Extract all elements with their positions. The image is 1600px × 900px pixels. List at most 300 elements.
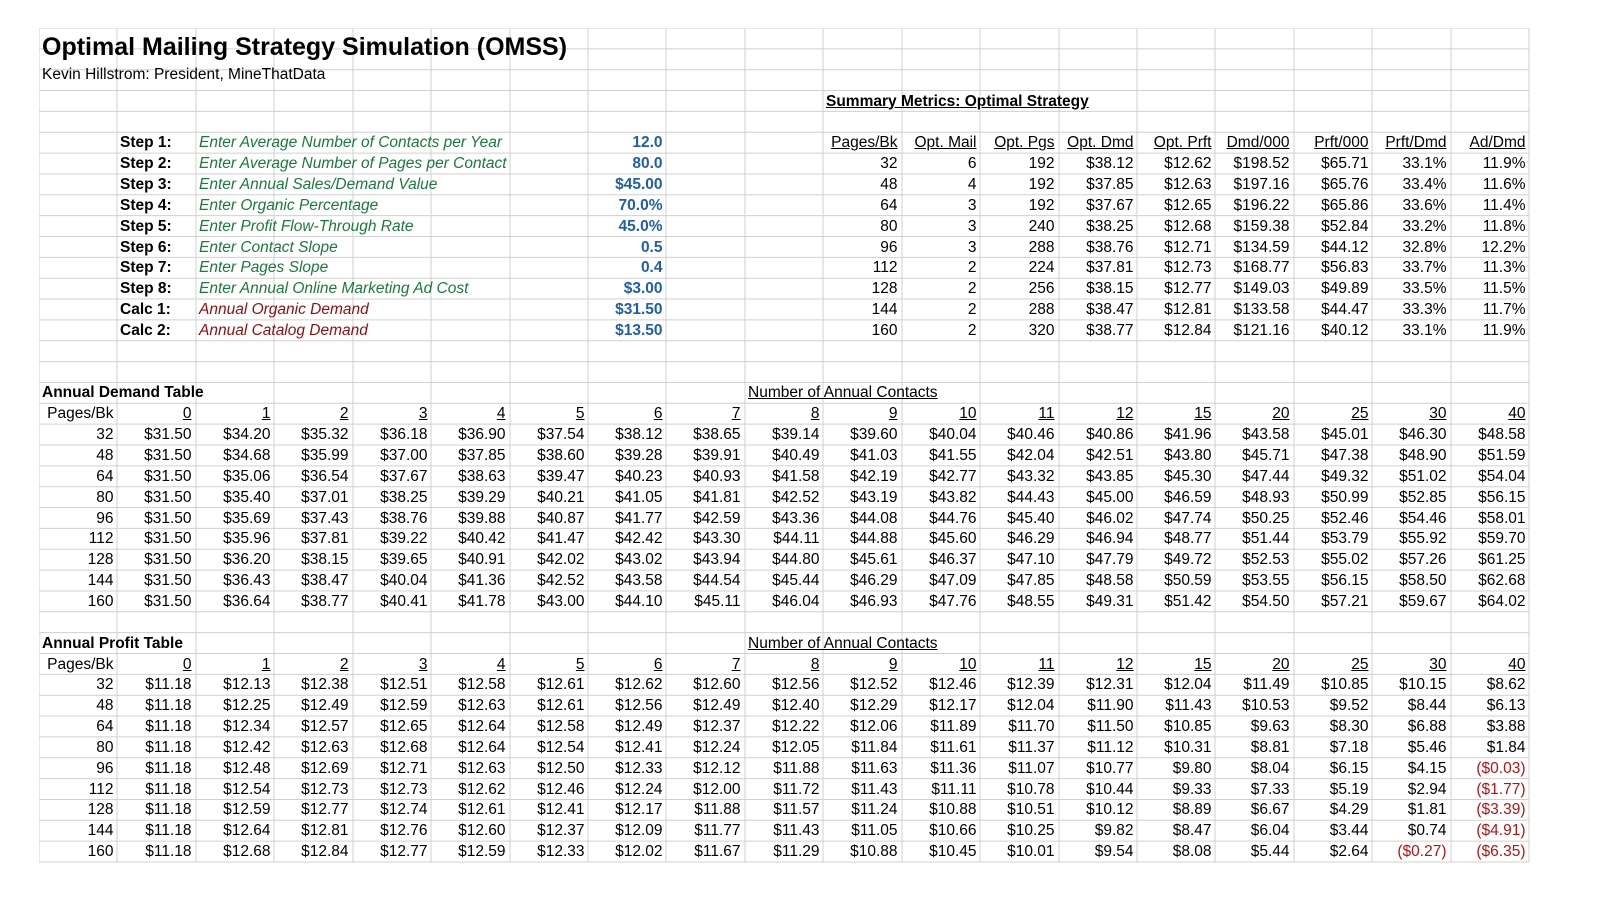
profit-table-cell[interactable]: $6.13 <box>1486 697 1526 715</box>
profit-table-cell[interactable]: ($6.35) <box>1476 843 1526 861</box>
profit-table-cell[interactable]: $8.04 <box>1250 759 1290 777</box>
profit-table-cell[interactable]: $12.63 <box>301 738 349 756</box>
demand-table-cell[interactable]: $46.29 <box>850 572 898 590</box>
demand-table-cell[interactable]: $37.81 <box>301 530 349 548</box>
profit-table-contact-header[interactable]: 9 <box>888 655 898 673</box>
step-value-input[interactable]: 0.4 <box>640 259 663 277</box>
demand-table-cell[interactable]: $49.72 <box>1164 551 1212 569</box>
step-number[interactable]: Step 3: <box>120 175 172 193</box>
profit-table-cell[interactable]: $12.42 <box>223 738 271 756</box>
summary-cell[interactable]: 2 <box>967 280 977 298</box>
demand-table-cell[interactable]: $42.19 <box>850 467 898 485</box>
demand-table-cell[interactable]: $39.28 <box>615 447 663 464</box>
demand-table-pages-label[interactable]: 80 <box>96 488 114 506</box>
profit-table-cell[interactable]: ($3.39) <box>1476 801 1526 819</box>
demand-table-cell[interactable]: $43.82 <box>929 488 977 506</box>
summary-cell[interactable]: $37.67 <box>1086 196 1134 214</box>
summary-cell[interactable]: 32 <box>880 155 898 173</box>
profit-table-contact-header[interactable]: 30 <box>1429 655 1447 673</box>
summary-header[interactable]: Opt. Dmd <box>1067 134 1134 152</box>
demand-table-cell[interactable]: $45.01 <box>1321 426 1369 444</box>
demand-table-cell[interactable]: $56.15 <box>1478 488 1526 506</box>
demand-table-cell[interactable]: $45.40 <box>1007 509 1055 527</box>
profit-table-cell[interactable]: $12.09 <box>615 822 663 840</box>
profit-table-cell[interactable]: $12.22 <box>772 718 820 736</box>
summary-cell[interactable]: 288 <box>1028 238 1055 256</box>
profit-table-cell[interactable]: $12.29 <box>850 697 898 715</box>
demand-table-cell[interactable]: $43.36 <box>772 509 820 527</box>
profit-table-cell[interactable]: $8.89 <box>1172 801 1212 819</box>
demand-table-cell[interactable]: $44.54 <box>693 572 741 590</box>
demand-table-cell[interactable]: $43.19 <box>850 488 898 506</box>
demand-table-cell[interactable]: $38.60 <box>537 447 585 464</box>
demand-table-cell[interactable]: $53.55 <box>1242 572 1290 590</box>
profit-table-cell[interactable]: $11.57 <box>773 801 820 819</box>
summary-cell[interactable]: $52.84 <box>1321 217 1369 235</box>
demand-table-cell[interactable]: $47.44 <box>1242 467 1290 485</box>
profit-table-cell[interactable]: $12.62 <box>458 780 506 798</box>
profit-table-cell[interactable]: $12.24 <box>693 738 741 756</box>
profit-table-cell[interactable]: $12.40 <box>772 697 820 715</box>
profit-table-cell[interactable]: $9.63 <box>1250 718 1290 736</box>
demand-table-cell[interactable]: $45.30 <box>1164 467 1212 485</box>
profit-table-cell[interactable]: $12.12 <box>693 759 741 777</box>
demand-table-cell[interactable]: $51.59 <box>1478 447 1526 464</box>
summary-header[interactable]: Opt. Pgs <box>994 134 1055 152</box>
demand-table-cell[interactable]: $52.85 <box>1399 488 1447 506</box>
demand-table-cell[interactable]: $55.92 <box>1399 530 1447 548</box>
profit-table-cell[interactable]: $8.30 <box>1329 718 1369 736</box>
demand-table-cell[interactable]: $45.11 <box>694 592 741 610</box>
demand-table-cell[interactable]: $44.43 <box>1007 488 1055 506</box>
profit-table-cell[interactable]: $12.49 <box>615 718 663 736</box>
demand-table-cell[interactable]: $51.42 <box>1164 592 1212 610</box>
summary-cell[interactable]: 112 <box>872 259 898 277</box>
summary-cell[interactable]: 2 <box>967 321 977 339</box>
summary-cell[interactable]: $38.76 <box>1086 238 1134 256</box>
demand-table-cell[interactable]: $48.58 <box>1086 572 1134 590</box>
profit-table-cell[interactable]: $12.58 <box>537 718 585 736</box>
profit-table-cell[interactable]: $12.64 <box>223 822 271 840</box>
summary-cell[interactable]: 2 <box>967 301 977 319</box>
step-number[interactable]: Step 5: <box>120 217 172 235</box>
profit-table-cell[interactable]: $12.61 <box>458 801 506 819</box>
profit-table-cell[interactable]: $10.31 <box>1164 738 1212 756</box>
profit-table-cell[interactable]: $5.46 <box>1407 738 1447 756</box>
profit-table-cell[interactable]: $8.47 <box>1172 822 1212 840</box>
profit-table-contact-header[interactable]: 20 <box>1272 655 1290 673</box>
profit-table-cell[interactable]: $12.81 <box>301 822 349 840</box>
step-value-input[interactable]: 0.5 <box>640 238 663 256</box>
author-line[interactable]: Kevin Hillstrom: President, MineThatData <box>42 66 326 83</box>
summary-cell[interactable]: 3 <box>967 238 977 256</box>
demand-table-cell[interactable]: $61.25 <box>1478 551 1526 569</box>
profit-table-cell[interactable]: $8.44 <box>1407 697 1447 715</box>
step-number[interactable]: Step 4: <box>120 196 172 214</box>
step-value-input[interactable]: 12.0 <box>632 134 663 152</box>
summary-cell[interactable]: 33.5% <box>1402 280 1447 298</box>
profit-table-cell[interactable]: $7.18 <box>1329 738 1369 756</box>
demand-table-cell[interactable]: $43.00 <box>537 592 585 610</box>
profit-table-cell[interactable]: $12.52 <box>850 676 898 694</box>
demand-table-cell[interactable]: $43.30 <box>693 530 741 548</box>
profit-table-cell[interactable]: $12.49 <box>693 697 741 715</box>
profit-table-cell[interactable]: $10.51 <box>1007 801 1055 819</box>
demand-table-cell[interactable]: $42.52 <box>772 488 820 506</box>
demand-table-contact-header[interactable]: 15 <box>1194 405 1212 423</box>
profit-table-contact-header[interactable]: 3 <box>418 655 428 673</box>
demand-table-cell[interactable]: $45.61 <box>850 551 898 569</box>
demand-table-corner-label[interactable]: Pages/Bk <box>47 405 114 423</box>
demand-table-cell[interactable]: $46.04 <box>772 592 820 610</box>
demand-table-cell[interactable]: $31.50 <box>144 572 192 590</box>
demand-table-contact-header[interactable]: 25 <box>1351 405 1369 423</box>
demand-table-cell[interactable]: $36.20 <box>223 551 271 569</box>
profit-table-cell[interactable]: $11.29 <box>773 843 820 861</box>
summary-cell[interactable]: $37.81 <box>1086 259 1134 277</box>
profit-table-cell[interactable]: $5.44 <box>1250 843 1290 861</box>
profit-table-cell[interactable]: $12.69 <box>301 759 349 777</box>
profit-table-cell[interactable]: $12.06 <box>850 718 898 736</box>
demand-table-cell[interactable]: $35.40 <box>223 488 271 506</box>
summary-cell[interactable]: 64 <box>880 196 898 214</box>
profit-table-cell[interactable]: $10.85 <box>1164 718 1212 736</box>
demand-table-cell[interactable]: $54.50 <box>1242 592 1290 610</box>
demand-table-pages-label[interactable]: 96 <box>96 509 114 527</box>
profit-table-cell[interactable]: $9.80 <box>1172 759 1212 777</box>
summary-cell[interactable]: $65.86 <box>1321 196 1369 214</box>
demand-table-cell[interactable]: $41.77 <box>615 509 663 527</box>
demand-table-cell[interactable]: $59.67 <box>1399 592 1447 610</box>
profit-table-cell[interactable]: $11.18 <box>145 843 192 861</box>
profit-table-cell[interactable]: $12.13 <box>223 676 271 694</box>
summary-cell[interactable]: $56.83 <box>1321 259 1369 277</box>
demand-table-cell[interactable]: $41.05 <box>615 488 663 506</box>
demand-table-cell[interactable]: $42.52 <box>537 572 585 590</box>
profit-table-cell[interactable]: $12.73 <box>380 780 428 798</box>
profit-table-cell[interactable]: $11.05 <box>851 822 898 840</box>
summary-cell[interactable]: $198.52 <box>1233 155 1290 173</box>
demand-table-cell[interactable]: $36.43 <box>223 572 271 590</box>
demand-table-cell[interactable]: $51.02 <box>1399 467 1447 485</box>
profit-table-pages-label[interactable]: 32 <box>96 676 114 694</box>
demand-table-cell[interactable]: $36.64 <box>223 592 271 610</box>
demand-table-pages-label[interactable]: 160 <box>87 592 114 610</box>
demand-table-cell[interactable]: $41.55 <box>929 447 977 464</box>
summary-cell[interactable]: 256 <box>1028 280 1055 298</box>
demand-table-cell[interactable]: $42.59 <box>693 509 741 527</box>
profit-table-cell[interactable]: $12.68 <box>223 843 271 861</box>
demand-table-contact-header[interactable]: 6 <box>653 405 663 423</box>
profit-table-pages-label[interactable]: 112 <box>88 780 114 798</box>
profit-table-cell[interactable]: ($4.91) <box>1476 822 1526 840</box>
summary-cell[interactable]: $65.71 <box>1321 155 1369 173</box>
demand-table-cell[interactable]: $45.44 <box>772 572 820 590</box>
profit-table-cell[interactable]: $11.18 <box>145 676 192 694</box>
step-value-input[interactable]: 45.0% <box>618 217 663 235</box>
profit-table-contact-header[interactable]: 15 <box>1194 655 1212 673</box>
summary-cell[interactable]: 33.2% <box>1402 217 1447 235</box>
demand-table-cell[interactable]: $39.22 <box>380 530 428 548</box>
profit-table-cell[interactable]: $11.67 <box>694 843 741 861</box>
profit-table-cell[interactable]: $8.08 <box>1172 843 1212 861</box>
profit-table-cell[interactable]: $10.45 <box>929 843 977 861</box>
profit-table-cell[interactable]: $12.41 <box>615 738 663 756</box>
summary-cell[interactable]: $38.15 <box>1086 280 1134 298</box>
profit-table-corner-label[interactable]: Pages/Bk <box>47 655 114 673</box>
demand-table-contact-header[interactable]: 4 <box>496 405 506 423</box>
demand-table-cell[interactable]: $47.10 <box>1007 551 1055 569</box>
demand-table-cell[interactable]: $64.02 <box>1478 592 1526 610</box>
summary-cell[interactable]: $44.47 <box>1321 301 1369 319</box>
demand-table-cell[interactable]: $44.11 <box>773 530 820 548</box>
demand-table-cell[interactable]: $40.04 <box>929 426 977 444</box>
demand-table-cell[interactable]: $43.32 <box>1007 467 1055 485</box>
profit-table-contact-header[interactable]: 11 <box>1038 655 1055 673</box>
demand-table-cell[interactable]: $43.58 <box>1242 426 1290 444</box>
demand-table-cell[interactable]: $36.54 <box>301 467 349 485</box>
demand-table-cell[interactable]: $41.36 <box>458 572 506 590</box>
demand-table-cell[interactable]: $31.50 <box>144 467 192 485</box>
profit-table-cell[interactable]: $12.73 <box>301 780 349 798</box>
profit-table-cell[interactable]: $10.88 <box>929 801 977 819</box>
profit-table-cell[interactable]: $5.19 <box>1329 780 1369 798</box>
profit-table-cell[interactable]: $12.59 <box>458 843 506 861</box>
demand-table-cell[interactable]: $38.63 <box>458 467 506 485</box>
demand-table-cell[interactable]: $37.67 <box>380 467 428 485</box>
profit-table-cell[interactable]: $12.54 <box>537 738 585 756</box>
profit-table-cell[interactable]: $11.88 <box>694 801 741 819</box>
demand-table-contact-header[interactable]: 7 <box>731 405 741 423</box>
step-number[interactable]: Step 2: <box>120 155 172 173</box>
demand-table-cell[interactable]: $40.46 <box>1007 426 1055 444</box>
demand-table-cell[interactable]: $31.50 <box>144 551 192 569</box>
summary-cell[interactable]: 128 <box>871 280 898 298</box>
profit-table-cell[interactable]: $12.54 <box>223 780 271 798</box>
profit-table-pages-label[interactable]: 96 <box>96 759 114 777</box>
profit-table-contact-header[interactable]: 6 <box>653 655 663 673</box>
profit-table-cell[interactable]: $12.61 <box>537 676 585 694</box>
demand-table-cell[interactable]: $35.06 <box>223 467 271 485</box>
demand-table-cell[interactable]: $31.50 <box>144 509 192 527</box>
profit-table-cell[interactable]: $7.33 <box>1250 780 1290 798</box>
demand-table-title[interactable]: Annual Demand Table <box>42 384 204 402</box>
demand-table-cell[interactable]: $48.93 <box>1242 488 1290 506</box>
demand-table-cell[interactable]: $34.20 <box>223 426 271 444</box>
step-label[interactable]: Enter Profit Flow-Through Rate <box>199 217 414 235</box>
demand-table-cell[interactable]: $41.03 <box>850 447 898 464</box>
summary-header[interactable]: Prft/Dmd <box>1385 134 1447 152</box>
summary-header[interactable]: Dmd/000 <box>1226 134 1290 152</box>
demand-table-cell[interactable]: $44.76 <box>929 509 977 527</box>
profit-table-cell[interactable]: $8.81 <box>1250 738 1290 756</box>
demand-table-cell[interactable]: $31.50 <box>144 592 192 610</box>
profit-table-cell[interactable]: $1.84 <box>1486 738 1526 756</box>
summary-cell[interactable]: $49.89 <box>1321 280 1369 298</box>
profit-table-cell[interactable]: $9.33 <box>1172 780 1212 798</box>
profit-table-cell[interactable]: $12.63 <box>458 697 506 715</box>
demand-table-cell[interactable]: $36.18 <box>380 426 428 444</box>
profit-table-cell[interactable]: $12.02 <box>615 843 663 861</box>
profit-table-pages-label[interactable]: 48 <box>96 697 114 715</box>
profit-table-cell[interactable]: $12.56 <box>772 676 820 694</box>
demand-table-cell[interactable]: $37.00 <box>380 447 428 464</box>
demand-table-cell[interactable]: $40.87 <box>537 509 585 527</box>
demand-table-cell[interactable]: $40.91 <box>458 551 506 569</box>
profit-table-cell[interactable]: ($0.03) <box>1476 759 1526 777</box>
demand-table-cell[interactable]: $52.53 <box>1242 551 1290 569</box>
summary-header[interactable]: Opt. Mail <box>914 134 977 152</box>
profit-table-cell[interactable]: $12.33 <box>537 843 585 861</box>
summary-cell[interactable]: $38.47 <box>1086 301 1134 319</box>
demand-table-contact-header[interactable]: 12 <box>1116 405 1134 423</box>
profit-table-cell[interactable]: $10.01 <box>1007 843 1055 861</box>
profit-table-cell[interactable]: $6.67 <box>1250 801 1290 819</box>
step-value-input[interactable]: $13.50 <box>615 321 663 339</box>
demand-table-cell[interactable]: $46.37 <box>929 551 977 569</box>
summary-cell[interactable]: $159.38 <box>1233 217 1290 235</box>
demand-table-cell[interactable]: $40.23 <box>615 467 663 485</box>
profit-table-cell[interactable]: $6.88 <box>1407 718 1447 736</box>
summary-cell[interactable]: 4 <box>967 175 977 193</box>
profit-table-cell[interactable]: $11.63 <box>851 759 898 777</box>
profit-table-cell[interactable]: $12.04 <box>1164 676 1212 694</box>
summary-cell[interactable]: $134.59 <box>1233 238 1290 256</box>
demand-table-cell[interactable]: $38.76 <box>380 509 428 527</box>
summary-cell[interactable]: $12.73 <box>1164 259 1212 277</box>
demand-table-cell[interactable]: $40.93 <box>693 467 741 485</box>
profit-table-cell[interactable]: ($1.77) <box>1476 780 1526 798</box>
demand-table-cell[interactable]: $47.85 <box>1007 572 1055 590</box>
step-label[interactable]: Enter Organic Percentage <box>199 196 379 214</box>
demand-table-cell[interactable]: $47.09 <box>929 572 977 590</box>
demand-table-cell[interactable]: $44.88 <box>850 530 898 548</box>
profit-table-cell[interactable]: $12.51 <box>380 676 428 694</box>
summary-cell[interactable]: $121.16 <box>1233 321 1290 339</box>
profit-table-cell[interactable]: $11.43 <box>773 822 820 840</box>
step-value-input[interactable]: 70.0% <box>618 196 663 214</box>
demand-table-cell[interactable]: $48.55 <box>1007 592 1055 610</box>
profit-table-cell[interactable]: $11.77 <box>694 822 741 840</box>
demand-table-cell[interactable]: $34.68 <box>223 447 271 464</box>
summary-cell[interactable]: 3 <box>967 196 977 214</box>
demand-table-contact-header[interactable]: 40 <box>1508 405 1526 423</box>
profit-table-cell[interactable]: $12.59 <box>380 697 428 715</box>
profit-table-cell[interactable]: $11.18 <box>145 780 192 798</box>
summary-title[interactable]: Summary Metrics: Optimal Strategy <box>826 92 1089 110</box>
demand-table-cell[interactable]: $47.38 <box>1321 447 1369 464</box>
summary-cell[interactable]: $196.22 <box>1233 196 1290 214</box>
profit-table-cell[interactable]: $12.33 <box>615 759 663 777</box>
summary-cell[interactable]: $12.68 <box>1164 217 1212 235</box>
profit-table-cell[interactable]: $11.36 <box>930 759 977 777</box>
demand-table-cell[interactable]: $44.08 <box>850 509 898 527</box>
demand-table-cell[interactable]: $58.50 <box>1399 572 1447 590</box>
step-label[interactable]: Enter Annual Sales/Demand Value <box>199 175 438 193</box>
step-number[interactable]: Step 7: <box>120 259 172 277</box>
profit-table-cell[interactable]: $10.85 <box>1321 676 1369 694</box>
profit-table-cell[interactable]: $9.82 <box>1094 822 1134 840</box>
demand-table-cell[interactable]: $43.58 <box>615 572 663 590</box>
profit-table-subtitle[interactable]: Number of Annual Contacts <box>748 634 938 652</box>
demand-table-cell[interactable]: $46.59 <box>1164 488 1212 506</box>
demand-table-cell[interactable]: $48.58 <box>1478 426 1526 444</box>
profit-table-cell[interactable]: $12.31 <box>1086 676 1134 694</box>
profit-table-cell[interactable]: $12.50 <box>537 759 585 777</box>
profit-table-contact-header[interactable]: 0 <box>182 655 192 673</box>
summary-cell[interactable]: 11.6% <box>1482 175 1526 193</box>
profit-table-cell[interactable]: $10.77 <box>1086 759 1134 777</box>
summary-header[interactable]: Pages/Bk <box>831 134 898 152</box>
profit-table-cell[interactable]: $2.94 <box>1407 780 1447 798</box>
profit-table-cell[interactable]: $11.43 <box>851 780 898 798</box>
profit-table-cell[interactable]: $12.77 <box>301 801 349 819</box>
summary-cell[interactable]: $38.77 <box>1086 321 1134 339</box>
profit-table-cell[interactable]: $12.65 <box>380 718 428 736</box>
summary-cell[interactable]: 2 <box>967 259 977 277</box>
summary-cell[interactable]: 33.4% <box>1402 175 1447 193</box>
profit-table-cell[interactable]: $12.17 <box>929 697 977 715</box>
demand-table-cell[interactable]: $44.80 <box>772 551 820 569</box>
profit-table-cell[interactable]: $12.57 <box>301 718 349 736</box>
profit-table-cell[interactable]: $11.37 <box>1008 738 1055 756</box>
profit-table-cell[interactable]: $12.39 <box>1007 676 1055 694</box>
profit-table-contact-header[interactable]: 8 <box>810 655 820 673</box>
profit-table-cell[interactable]: $11.18 <box>145 759 192 777</box>
summary-cell[interactable]: $12.71 <box>1164 238 1212 256</box>
profit-table-cell[interactable]: $12.58 <box>458 676 506 694</box>
profit-table-cell[interactable]: $1.81 <box>1407 801 1447 819</box>
profit-table-cell[interactable]: $10.15 <box>1399 676 1447 694</box>
summary-cell[interactable]: 33.6% <box>1402 196 1447 214</box>
demand-table-cell[interactable]: $47.74 <box>1164 509 1212 527</box>
profit-table-cell[interactable]: $10.53 <box>1242 697 1290 715</box>
profit-table-cell[interactable]: $12.76 <box>380 822 428 840</box>
profit-table-cell[interactable]: $11.12 <box>1087 738 1134 756</box>
profit-table-cell[interactable]: $3.44 <box>1329 822 1369 840</box>
demand-table-cell[interactable]: $50.25 <box>1242 509 1290 527</box>
summary-cell[interactable]: 192 <box>1028 175 1055 193</box>
summary-cell[interactable]: $44.12 <box>1321 238 1369 256</box>
step-number[interactable]: Step 8: <box>120 280 172 298</box>
demand-table-cell[interactable]: $40.21 <box>537 488 585 506</box>
demand-table-cell[interactable]: $36.90 <box>458 426 506 444</box>
demand-table-contact-header[interactable]: 8 <box>810 405 820 423</box>
demand-table-pages-label[interactable]: 64 <box>96 467 114 485</box>
demand-table-cell[interactable]: $49.32 <box>1321 467 1369 485</box>
demand-table-contact-header[interactable]: 3 <box>418 405 428 423</box>
profit-table-cell[interactable]: $10.44 <box>1086 780 1134 798</box>
summary-cell[interactable]: 11.9% <box>1482 321 1526 339</box>
summary-cell[interactable]: 240 <box>1028 217 1055 235</box>
step-value-input[interactable]: $3.00 <box>623 280 663 298</box>
profit-table-cell[interactable]: $6.04 <box>1250 822 1290 840</box>
profit-table-cell[interactable]: $12.25 <box>223 697 271 715</box>
profit-table-cell[interactable]: $11.18 <box>145 822 192 840</box>
profit-table-cell[interactable]: $11.18 <box>145 718 192 736</box>
profit-table-cell[interactable]: $12.61 <box>537 697 585 715</box>
profit-table-cell[interactable]: $12.84 <box>301 843 349 861</box>
summary-cell[interactable]: 192 <box>1028 196 1055 214</box>
summary-cell[interactable]: 3 <box>967 217 977 235</box>
demand-table-contact-header[interactable]: 11 <box>1038 405 1055 423</box>
summary-cell[interactable]: 11.4% <box>1482 196 1526 214</box>
demand-table-cell[interactable]: $59.70 <box>1478 530 1526 548</box>
demand-table-cell[interactable]: $39.47 <box>537 467 585 485</box>
demand-table-contact-header[interactable]: 10 <box>959 405 977 423</box>
demand-table-cell[interactable]: $38.15 <box>301 551 349 569</box>
profit-table-cell[interactable]: $11.24 <box>851 801 898 819</box>
